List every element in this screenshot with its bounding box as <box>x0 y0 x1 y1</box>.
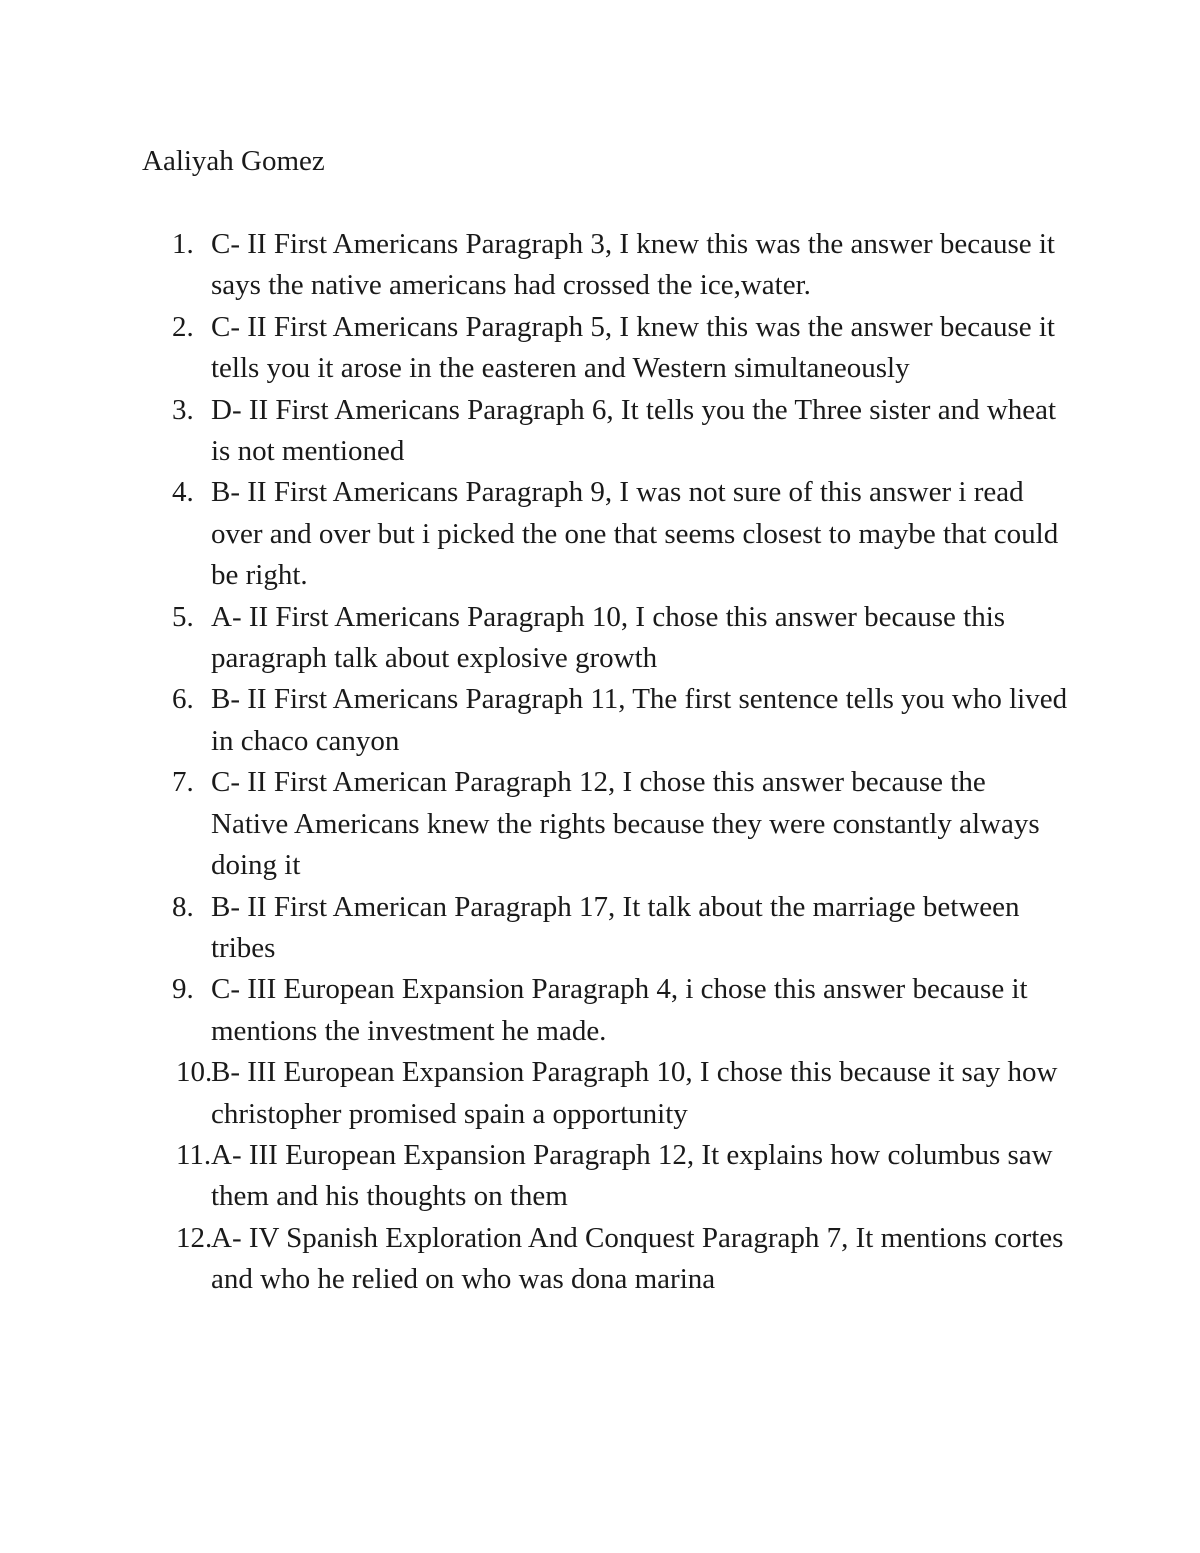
answer-list <box>0 224 1200 1301</box>
list-item <box>0 307 1200 390</box>
item-number: 4. <box>172 476 194 509</box>
item-text: B- II First American Paragraph 17, It talk about the marriage between tribes <box>211 890 1020 964</box>
item-number: 5. <box>172 600 194 633</box>
list-item <box>0 887 1200 970</box>
item-number: 12. <box>176 1221 213 1254</box>
list-item <box>0 597 1200 680</box>
item-text: A- III European Expansion Paragraph 12, It explains how columbus saw them and his thoughts on them <box>211 1138 1053 1213</box>
item-number: 3. <box>172 393 194 426</box>
item-text: C- II First Americans Paragraph 3, I knew this was the answer because it says the native americans had crossed the ice,water. <box>211 228 1055 302</box>
list-item <box>0 390 1200 473</box>
item-text: A- II First Americans Paragraph 10, I chose this answer because this paragraph talk about explosive growth <box>211 600 1006 675</box>
item-text: C- II First American Paragraph 12, I chose this answer because the Native Americans knew the rights because they were constantly always doing it <box>211 766 1040 882</box>
item-text: B- II First Americans Paragraph 11, The first sentence tells you who lived in chaco canyon <box>211 683 1068 757</box>
item-number: 9. <box>172 973 194 1006</box>
item-number: 10. <box>176 1056 213 1089</box>
item-text: D- II First Americans Paragraph 6, It tells you the Three sister and wheat is not mentioned <box>211 393 1057 468</box>
item-text: C- III European Expansion Paragraph 4, i chose this answer because it mentions the investment he made. <box>211 973 1028 1047</box>
item-text: B- II First Americans Paragraph 9, I was not sure of this answer i read over and over but i picked the one that seems closest to maybe that could be right. <box>211 476 1059 592</box>
item-number: 7. <box>172 766 194 799</box>
item-text: C- II First Americans Paragraph 5, I knew this was the answer because it tells you it arose in the easteren and Western simultaneously <box>211 310 1055 385</box>
list-item <box>0 969 1200 1052</box>
item-number: 8. <box>172 890 194 923</box>
list-item <box>0 1135 1200 1218</box>
author-name: Aaliyah Gomez <box>142 145 325 177</box>
list-item <box>0 762 1200 886</box>
item-number: 6. <box>172 683 194 716</box>
item-text: B- III European Expansion Paragraph 10, I chose this because it say how christopher promised spain a opportunity <box>211 1056 1058 1130</box>
item-number: 1. <box>172 228 194 260</box>
list-item <box>0 472 1200 596</box>
list-item <box>0 224 1200 307</box>
list-item <box>0 1052 1200 1135</box>
list-item <box>0 1218 1200 1301</box>
list-item <box>0 679 1200 762</box>
item-text: A- IV Spanish Exploration And Conquest Paragraph 7, It mentions cortes and who he relied on who was dona marina <box>211 1221 1064 1296</box>
item-number: 2. <box>172 310 194 343</box>
item-number: 11. <box>176 1138 212 1171</box>
